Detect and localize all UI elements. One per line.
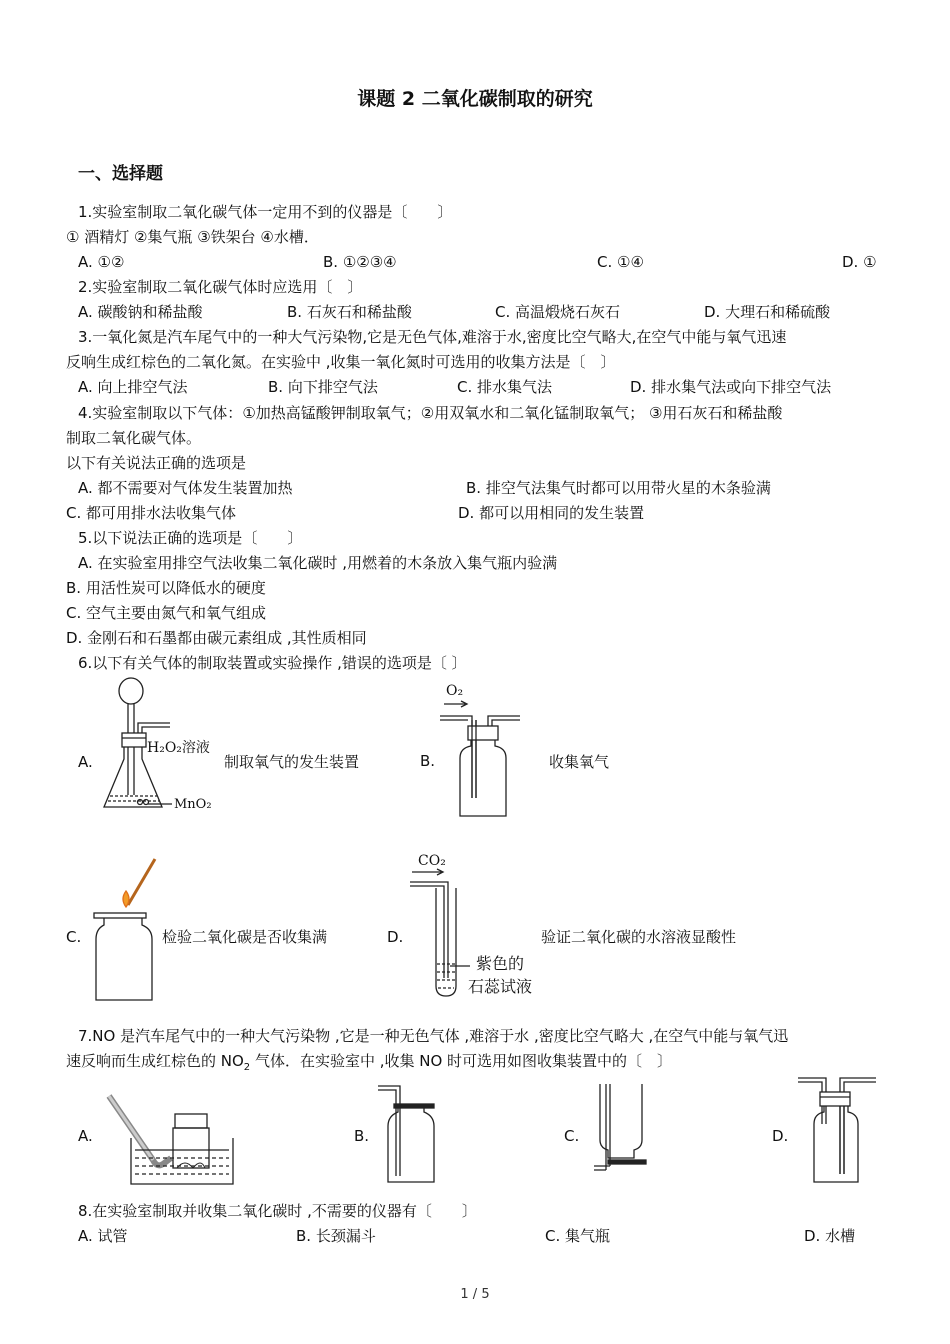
q3-line2: 反响生成红棕色的二氧化氮。在实验中 ,收集一氧化氮时可选用的收集方法是〔 〕 (66, 353, 616, 371)
q5-option-d: D. 金刚石和石墨都由碳元素组成 ,其性质相同 (66, 629, 367, 647)
q4-option-c: C. 都可用排水法收集气体 (66, 504, 237, 522)
q8-option-b: B. 长颈漏斗 (296, 1227, 376, 1245)
q8-option-d: D. 水槽 (804, 1227, 856, 1245)
q1-stem: 1.实验室制取二氧化碳气体一定用不到的仪器是〔 〕 (78, 203, 453, 221)
q7-d-label: D. (772, 1127, 789, 1145)
q5-option-b: B. 用活性炭可以降低水的硬度 (66, 579, 266, 597)
q7-line2: 速反响而生成红棕色的 $NO_2$ 气体．在实验室中 ,收集 NO 时可选用如图收集装置中的〔 〕 (66, 1052, 673, 1073)
q2-option-c: C. 高温煅烧石灰石 (495, 303, 621, 321)
q1-option-d: D. ① (842, 253, 877, 271)
q2-stem: 2.实验室制取二氧化碳气体时应选用〔 〕 (78, 278, 363, 296)
q6-d-gas: CO₂ (418, 853, 446, 869)
q3-option-b: B. 向下排空气法 (268, 378, 378, 396)
q4-option-d: D. 都可以用相同的发生装置 (458, 504, 645, 522)
q1-option-c: C. ①④ (597, 253, 644, 271)
q3-option-d: D. 排水集气法或向下排空气法 (630, 378, 832, 396)
q6-d-note2: 石蕊试液 (468, 977, 533, 996)
q6-a-label: A. (78, 753, 93, 771)
page-number: 1 / 5 (460, 1287, 490, 1302)
q4-option-b: B. 排空气法集气时都可以用带火星的木条验满 (466, 479, 771, 497)
q5-option-a: A. 在实验室用排空气法收集二氧化碳时 ,用燃着的木条放入集气瓶内验满 (78, 554, 558, 572)
q6-d-note1: 紫色的 (476, 954, 525, 973)
q6-b-bottle-diagram (440, 700, 525, 820)
q3-line1: 3.一氧化氮是汽车尾气中的一种大气污染物,它是无色气体,难溶于水,密度比空气略大,在空气中能与氧气迅速 (78, 328, 787, 346)
q6-c-label: C. (66, 928, 82, 946)
q6-c-bottle-diagram (90, 855, 165, 1020)
q6-a-reagent1: H₂O₂溶液 (147, 740, 210, 756)
q6-a-reagent2: MnO₂ (174, 797, 212, 812)
q4-line2: 制取二氧化碳气体。 (66, 429, 202, 447)
q3-option-a: A. 向上排空气法 (78, 378, 188, 396)
q6-d-text: 验证二氧化碳的水溶液显酸性 (541, 928, 737, 946)
q5-option-c: C. 空气主要由氮气和氧气组成 (66, 604, 267, 622)
q7-b-label: B. (354, 1127, 370, 1145)
q7-a-trough-diagram (105, 1088, 240, 1188)
q2-option-d: D. 大理石和稀硫酸 (704, 303, 831, 321)
q3-option-c: C. 排水集气法 (457, 378, 553, 396)
q6-stem: 6.以下有关气体的制取装置或实验操作 ,错误的选项是〔 〕 (78, 654, 467, 672)
q8-option-a: A. 试管 (78, 1227, 128, 1245)
q2-option-a: A. 碳酸钠和稀盐酸 (78, 303, 203, 321)
q2-option-b: B. 石灰石和稀盐酸 (287, 303, 412, 321)
q7-a-label: A. (78, 1127, 93, 1145)
q6-c-text: 检验二氧化碳是否收集满 (162, 928, 328, 946)
q6-b-text: 收集氧气 (549, 753, 610, 771)
section-heading: 一、选择题 (78, 164, 163, 184)
q5-stem: 5.以下说法正确的选项是〔 〕 (78, 529, 303, 547)
q7-c-label: C. (564, 1127, 580, 1145)
q6-b-gas: O₂ (446, 683, 464, 699)
q6-a-text: 制取氧气的发生装置 (224, 753, 360, 771)
q4-line1: 4.实验室制取以下气体：①加热高锰酸钾制取氧气；②用双氧水和二氧化锰制取氧气； ③用石灰石和稀盐酸 (78, 404, 783, 422)
q4-option-a: A. 都不需要对气体发生装置加热 (78, 479, 293, 497)
q6-b-label: B. (420, 752, 436, 770)
q1-option-a: A. ①② (78, 253, 125, 271)
q4-line3: 以下有关说法正确的选项是 (66, 454, 247, 472)
q1-sub: ① 酒精灯 ②集气瓶 ③铁架台 ④水槽． (66, 228, 319, 246)
q7-d-bottle-diagram (796, 1074, 878, 1184)
q7-b-bottle-diagram (376, 1082, 446, 1187)
q7-line1: 7.NO 是汽车尾气中的一种大气污染物 ,它是一种无色气体 ,难溶于水 ,密度比空气略大 ,在空气中能与氧气迅 (78, 1027, 789, 1045)
page-title: 课题 2 二氧化碳制取的研究 (357, 88, 593, 110)
q6-d-label: D. (387, 928, 404, 946)
q7-c-bottle-diagram (590, 1080, 650, 1175)
q8-option-c: C. 集气瓶 (545, 1227, 611, 1245)
q1-option-b: B. ①②③④ (323, 253, 397, 271)
q8-stem: 8.在实验室制取并收集二氧化碳时 ,不需要的仪器有〔 〕 (78, 1202, 477, 1220)
